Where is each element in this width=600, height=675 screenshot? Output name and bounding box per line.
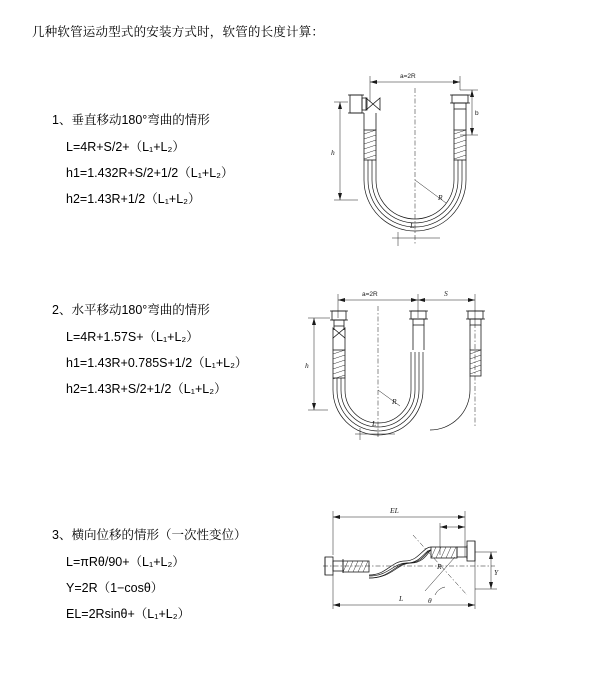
section-1-formula-3: h2=1.43R+1/2（L₁+L₂） bbox=[66, 192, 201, 206]
section-3-title: 3、横向位移的情形（一次性变位） bbox=[52, 528, 247, 542]
section-2-text bbox=[52, 300, 312, 405]
section-1-title: 1、垂直移动180°弯曲的情形 bbox=[52, 113, 210, 127]
svg-text:R: R bbox=[437, 562, 442, 571]
section-3-formula-3: EL=2Rsinθ+（L₁+L₂） bbox=[66, 607, 191, 621]
page-title: 几种软管运动型式的安装方式时，软管的长度计算： bbox=[32, 25, 325, 39]
vertical-180-bend-diagram bbox=[300, 60, 530, 260]
section-2-formula-2: h1=1.43R+0.785S+1/2（L₁+L₂） bbox=[66, 356, 248, 370]
svg-text:R: R bbox=[438, 193, 443, 202]
svg-text:L: L bbox=[372, 419, 377, 428]
section-1-formula-1: L=4R+S/2+（L₁+L₂） bbox=[66, 140, 185, 154]
svg-text:EL: EL bbox=[390, 506, 399, 515]
horizontal-180-bend-diagram bbox=[300, 278, 530, 458]
svg-text:h: h bbox=[331, 148, 335, 157]
svg-text:S: S bbox=[444, 289, 448, 298]
svg-text:a=2R: a=2R bbox=[400, 73, 416, 80]
svg-text:θ: θ bbox=[428, 596, 432, 605]
svg-text:L: L bbox=[410, 221, 415, 230]
section-3-formula-2: Y=2R（1−cosθ） bbox=[66, 581, 164, 595]
svg-text:Y: Y bbox=[494, 568, 499, 577]
section-1-text bbox=[52, 110, 312, 215]
svg-text:b: b bbox=[475, 110, 479, 117]
section-3-formula-1: L=πRθ/90+（L₁+L₂） bbox=[66, 555, 185, 569]
section-2-formula-1: L=4R+1.57S+（L₁+L₂） bbox=[66, 330, 199, 344]
svg-text:L: L bbox=[399, 594, 404, 603]
svg-text:h: h bbox=[305, 361, 309, 370]
svg-text:R: R bbox=[392, 397, 397, 406]
section-2-title: 2、水平移动180°弯曲的情形 bbox=[52, 303, 210, 317]
section-1-formula-2: h1=1.432R+S/2+1/2（L₁+L₂） bbox=[66, 166, 234, 180]
section-3-text bbox=[52, 525, 312, 630]
section-2-formula-3: h2=1.43R+S/2+1/2（L₁+L₂） bbox=[66, 382, 227, 396]
lateral-offset-diagram bbox=[295, 495, 535, 635]
svg-text:a=2R: a=2R bbox=[362, 291, 378, 298]
